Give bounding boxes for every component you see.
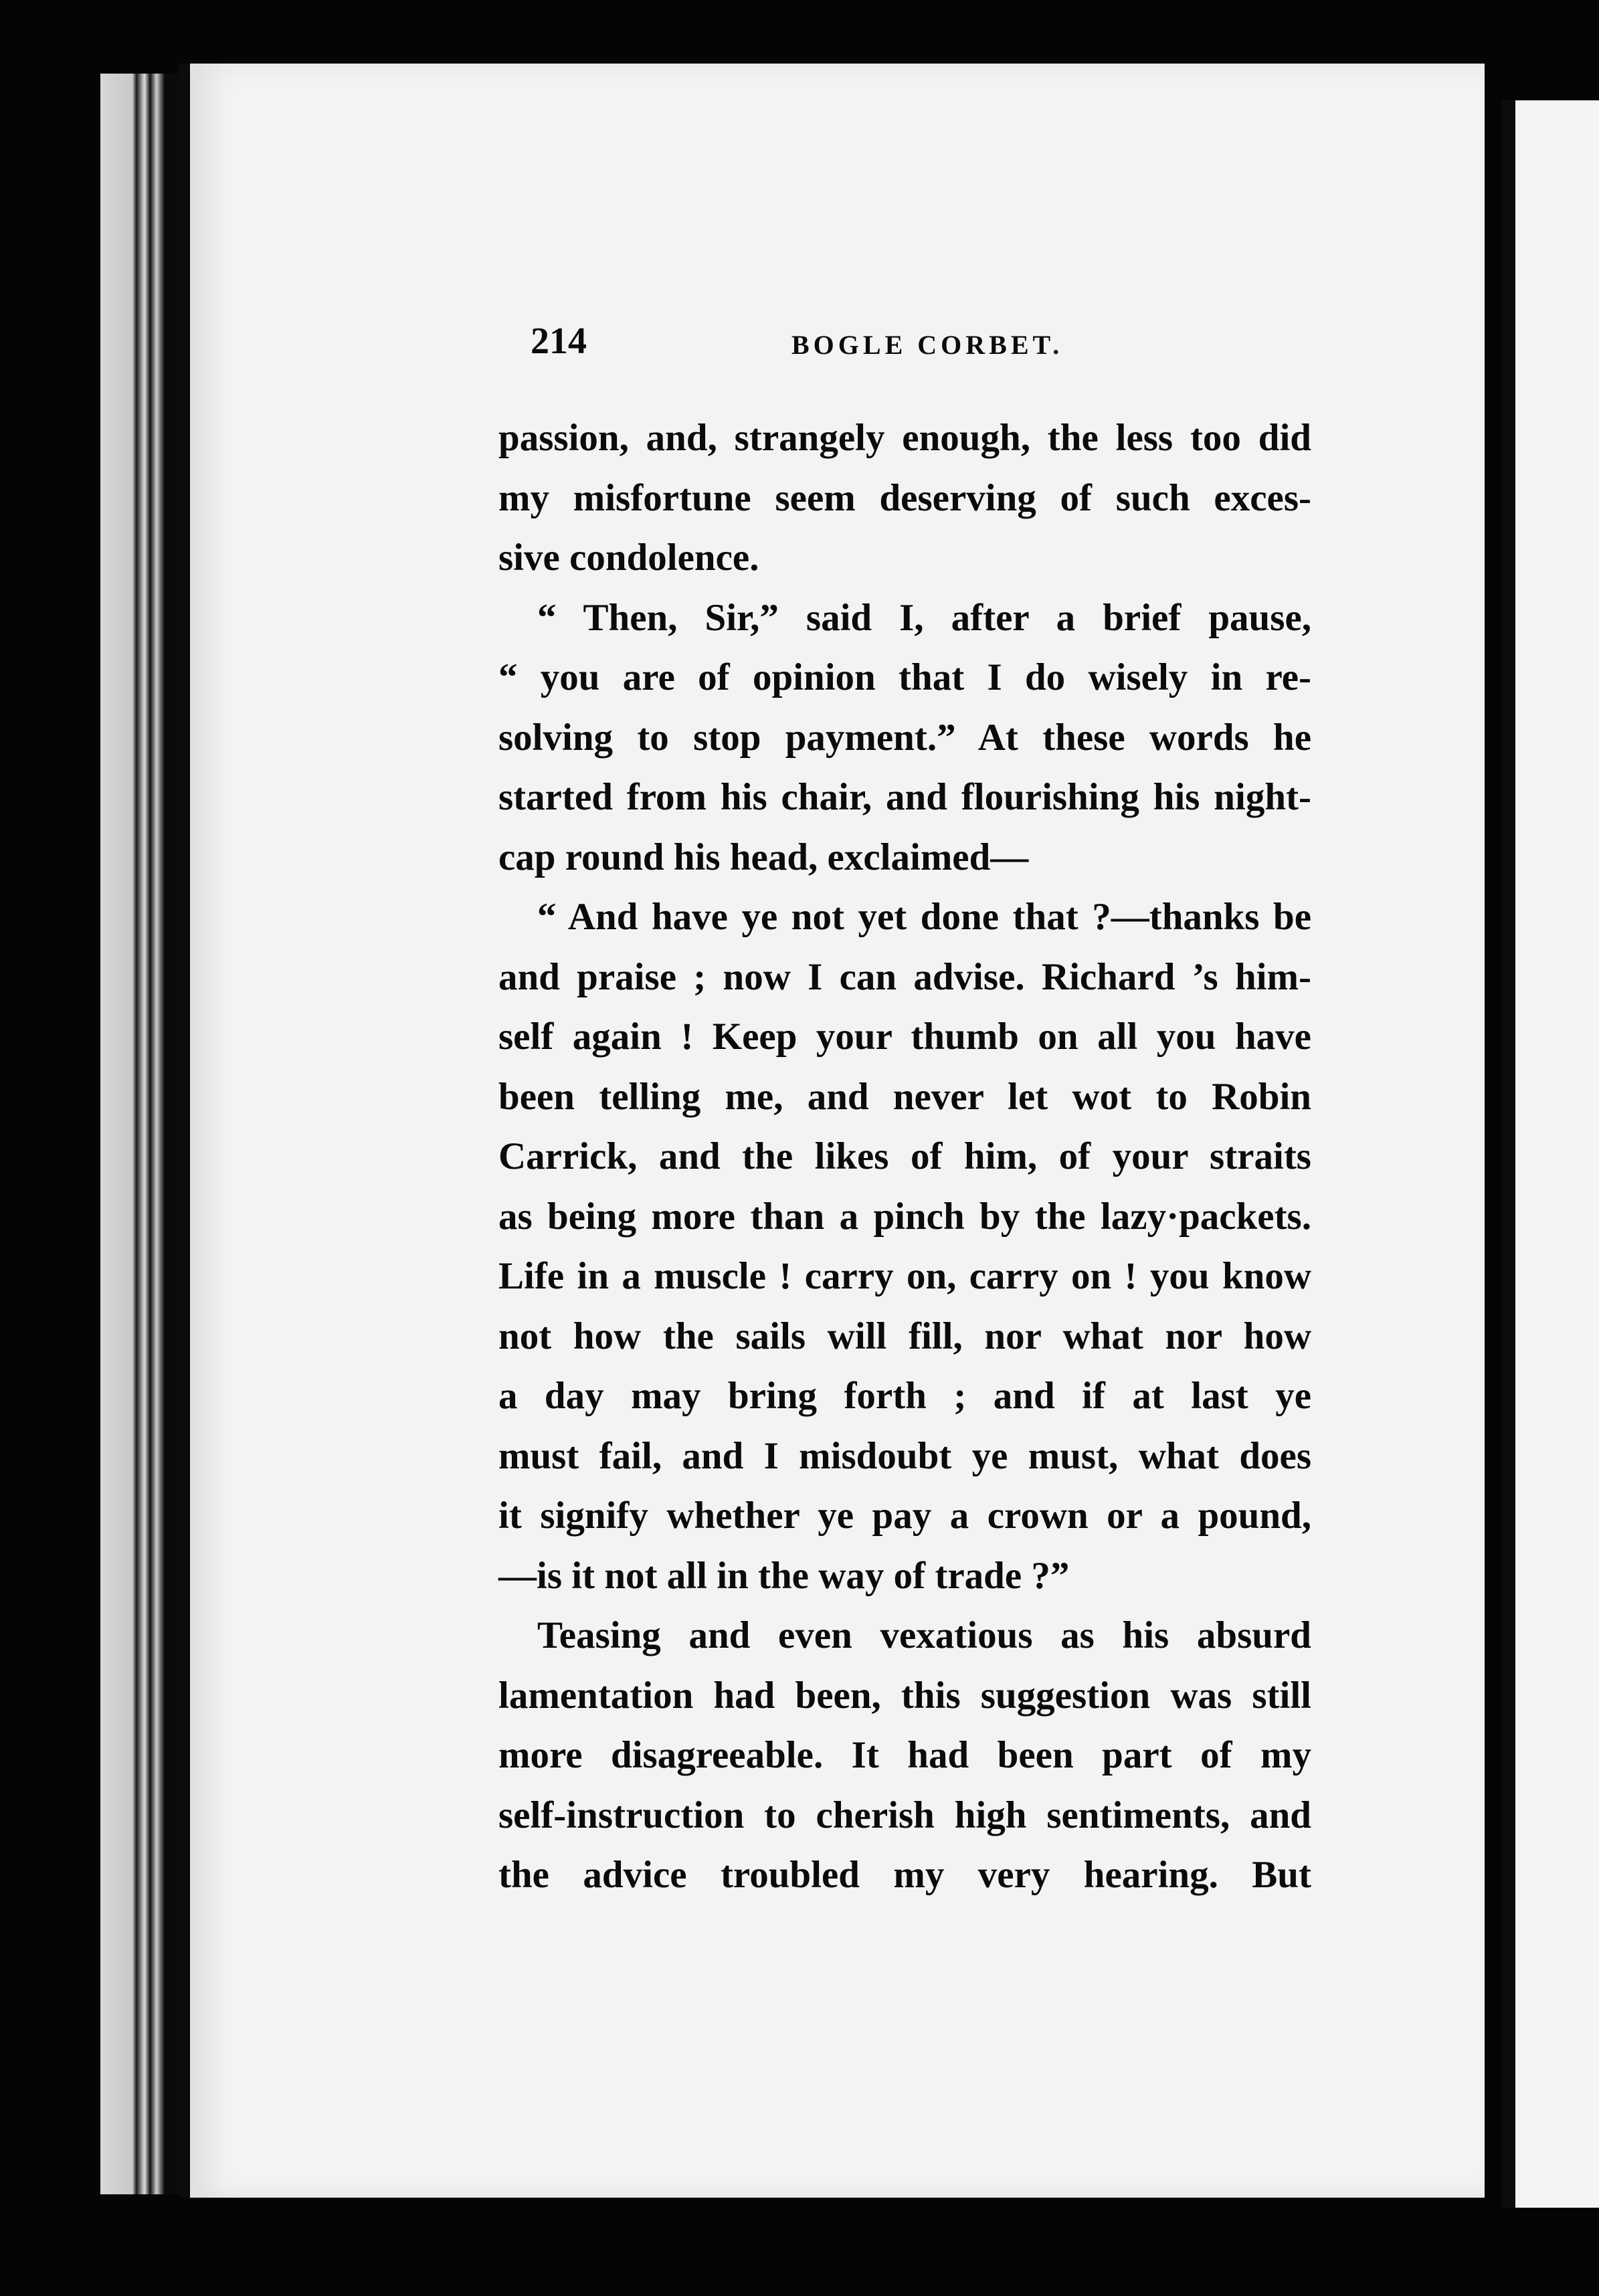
text-line: Teasing and even vexatious as his absurd [537, 1614, 1311, 1656]
text-line: self-instruction to cherish high sentiments, and [498, 1794, 1311, 1836]
text-line: Carrick, and the likes of him, of your straits [498, 1135, 1311, 1177]
page-number: 214 [531, 320, 587, 362]
text-line: and praise ; now I can advise. Richard ’s him- [498, 955, 1311, 998]
text-line: the advice troubled my very hearing. But [498, 1854, 1311, 1896]
page-edges [100, 74, 181, 2194]
text-line: Life in a muscle ! carry on, carry on ! you know [498, 1255, 1311, 1297]
text-line: as being more than a pinch by the lazy·packets. [498, 1195, 1311, 1238]
text-line: “ And have ye not yet done that ?—thanks be [537, 896, 1311, 938]
text-line: solving to stop payment.” At these words he [498, 716, 1311, 759]
text-line: “ Then, Sir,” said I, after a brief pause, [537, 596, 1311, 639]
text-line: been telling me, and never let wot to Robin [498, 1075, 1311, 1118]
text-line: sive condolence. [498, 537, 759, 579]
text-line: started from his chair, and flourishing his night- [498, 776, 1311, 818]
text-line: more disagreeable. It had been part of my [498, 1734, 1311, 1776]
text-line: lamentation had been, this suggestion was still [498, 1674, 1311, 1717]
text-line: my misfortune seem deserving of such exces- [498, 476, 1311, 519]
text-line: not how the sails will fill, nor what nor how [498, 1315, 1311, 1357]
text-line: “ you are of opinion that I do wisely in re- [498, 656, 1311, 698]
text-line: must fail, and I misdoubt ye must, what does [498, 1434, 1311, 1477]
facing-page [1502, 100, 1599, 2208]
text-line: it signify whether ye pay a crown or a pound, [498, 1495, 1311, 1537]
text-line: —is it not all in the way of trade ?” [498, 1554, 1070, 1597]
page-header [531, 320, 1343, 373]
running-title: BOGLE CORBET. [791, 330, 1064, 360]
text-line: cap round his head, exclaimed— [498, 836, 1029, 878]
text-line: passion, and, strangely enough, the less too did [498, 417, 1311, 459]
text-line: a day may bring forth ; and if at last ye [498, 1375, 1311, 1417]
text-line: self again ! Keep your thumb on all you have [498, 1016, 1311, 1058]
body-text [498, 408, 1311, 1905]
